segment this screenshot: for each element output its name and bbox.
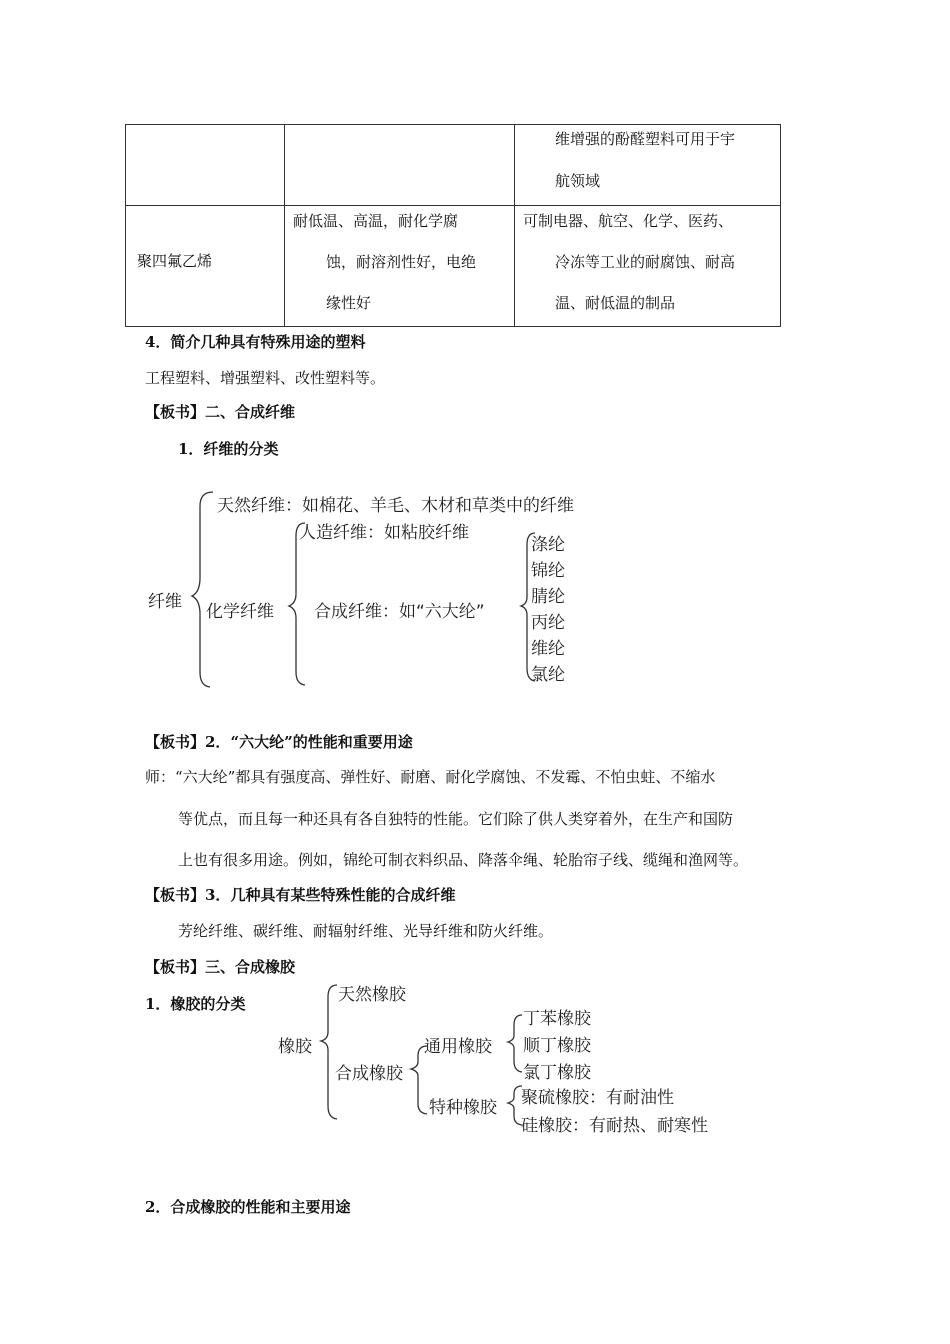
cell-text: 蚀，耐溶剂性好，电绝 bbox=[326, 253, 477, 271]
diagram-leaf: 丙纶 bbox=[531, 613, 565, 633]
diagram-leaf: 氯纶 bbox=[531, 665, 565, 685]
diagram-leaf: 聚硫橡胶：有耐油性 bbox=[521, 1088, 674, 1108]
diagram-node: 特种橡胶 bbox=[429, 1098, 497, 1118]
subheading: 1．橡胶的分类 bbox=[145, 995, 246, 1013]
diagram-node: 纤维 bbox=[148, 592, 182, 612]
diagram-leaf: 涤纶 bbox=[531, 535, 565, 555]
diagram-node: 橡胶 bbox=[278, 1037, 312, 1057]
section-heading: 【板书】二、合成纤维 bbox=[145, 403, 296, 421]
section-heading: 4．简介几种具有特殊用途的塑料 bbox=[145, 333, 366, 351]
paragraph: 工程塑料、增强塑料、改性塑料等。 bbox=[145, 369, 386, 387]
diagram-node: 人造纤维：如粘胶纤维 bbox=[299, 523, 469, 543]
cell-text: 聚四氟乙烯 bbox=[137, 252, 213, 270]
diagram-leaf: 腈纶 bbox=[531, 587, 565, 607]
cell-text: 温、耐低温的制品 bbox=[555, 294, 676, 312]
cell-text: 航领域 bbox=[555, 172, 601, 190]
diagram-node: 通用橡胶 bbox=[424, 1037, 492, 1057]
diagram-node: 天然橡胶 bbox=[338, 985, 406, 1005]
diagram-leaf: 顺丁橡胶 bbox=[523, 1036, 591, 1056]
paragraph-line: 等优点，而且每一种还具有各自独特的性能。它们除了供人类穿着外，在生产和国防 bbox=[178, 810, 734, 828]
diagram-node: 合成纤维：如“六大纶” bbox=[314, 602, 485, 622]
section-heading: 【板书】2．“六大纶”的性能和重要用途 bbox=[145, 733, 413, 751]
diagram-node: 天然纤维：如棉花、羊毛、木材和草类中的纤维 bbox=[217, 496, 574, 516]
paragraph: 芳纶纤维、碳纤维、耐辐射纤维、光导纤维和防火纤维。 bbox=[178, 922, 554, 940]
diagram-leaf: 锦纶 bbox=[531, 561, 565, 581]
section-heading: 2．合成橡胶的性能和主要用途 bbox=[145, 1198, 351, 1216]
diagram-leaf: 丁苯橡胶 bbox=[523, 1009, 591, 1029]
subheading: 1．纤维的分类 bbox=[178, 440, 279, 458]
diagram-node: 合成橡胶 bbox=[335, 1064, 403, 1084]
diagram-leaf: 硅橡胶：有耐热、耐寒性 bbox=[521, 1116, 708, 1136]
paragraph-line: 上也有很多用途。例如，锦纶可制衣料织品、降落伞绳、轮胎帘子线、缆绳和渔网等。 bbox=[178, 851, 749, 869]
cell-text: 冷冻等工业的耐腐蚀、耐高 bbox=[555, 253, 736, 271]
cell-text: 耐低温、高温，耐化学腐 bbox=[293, 212, 459, 230]
cell-text: 缘性好 bbox=[326, 294, 372, 312]
section-heading: 【板书】3．几种具有某些特殊性能的合成纤维 bbox=[145, 886, 456, 904]
cell-text: 可制电器、航空、化学、医药、 bbox=[523, 212, 734, 230]
section-heading: 【板书】三、合成橡胶 bbox=[145, 958, 296, 976]
diagram-leaf: 氯丁橡胶 bbox=[523, 1063, 591, 1083]
diagram-leaf: 维纶 bbox=[531, 639, 565, 659]
diagram-node: 化学纤维 bbox=[206, 602, 274, 622]
paragraph-line: 师：“六大纶”都具有强度高、弹性好、耐磨、耐化学腐蚀、不发霉、不怕虫蛀、不缩水 bbox=[145, 768, 716, 786]
cell-text: 维增强的酚醛塑料可用于宇 bbox=[555, 130, 736, 148]
